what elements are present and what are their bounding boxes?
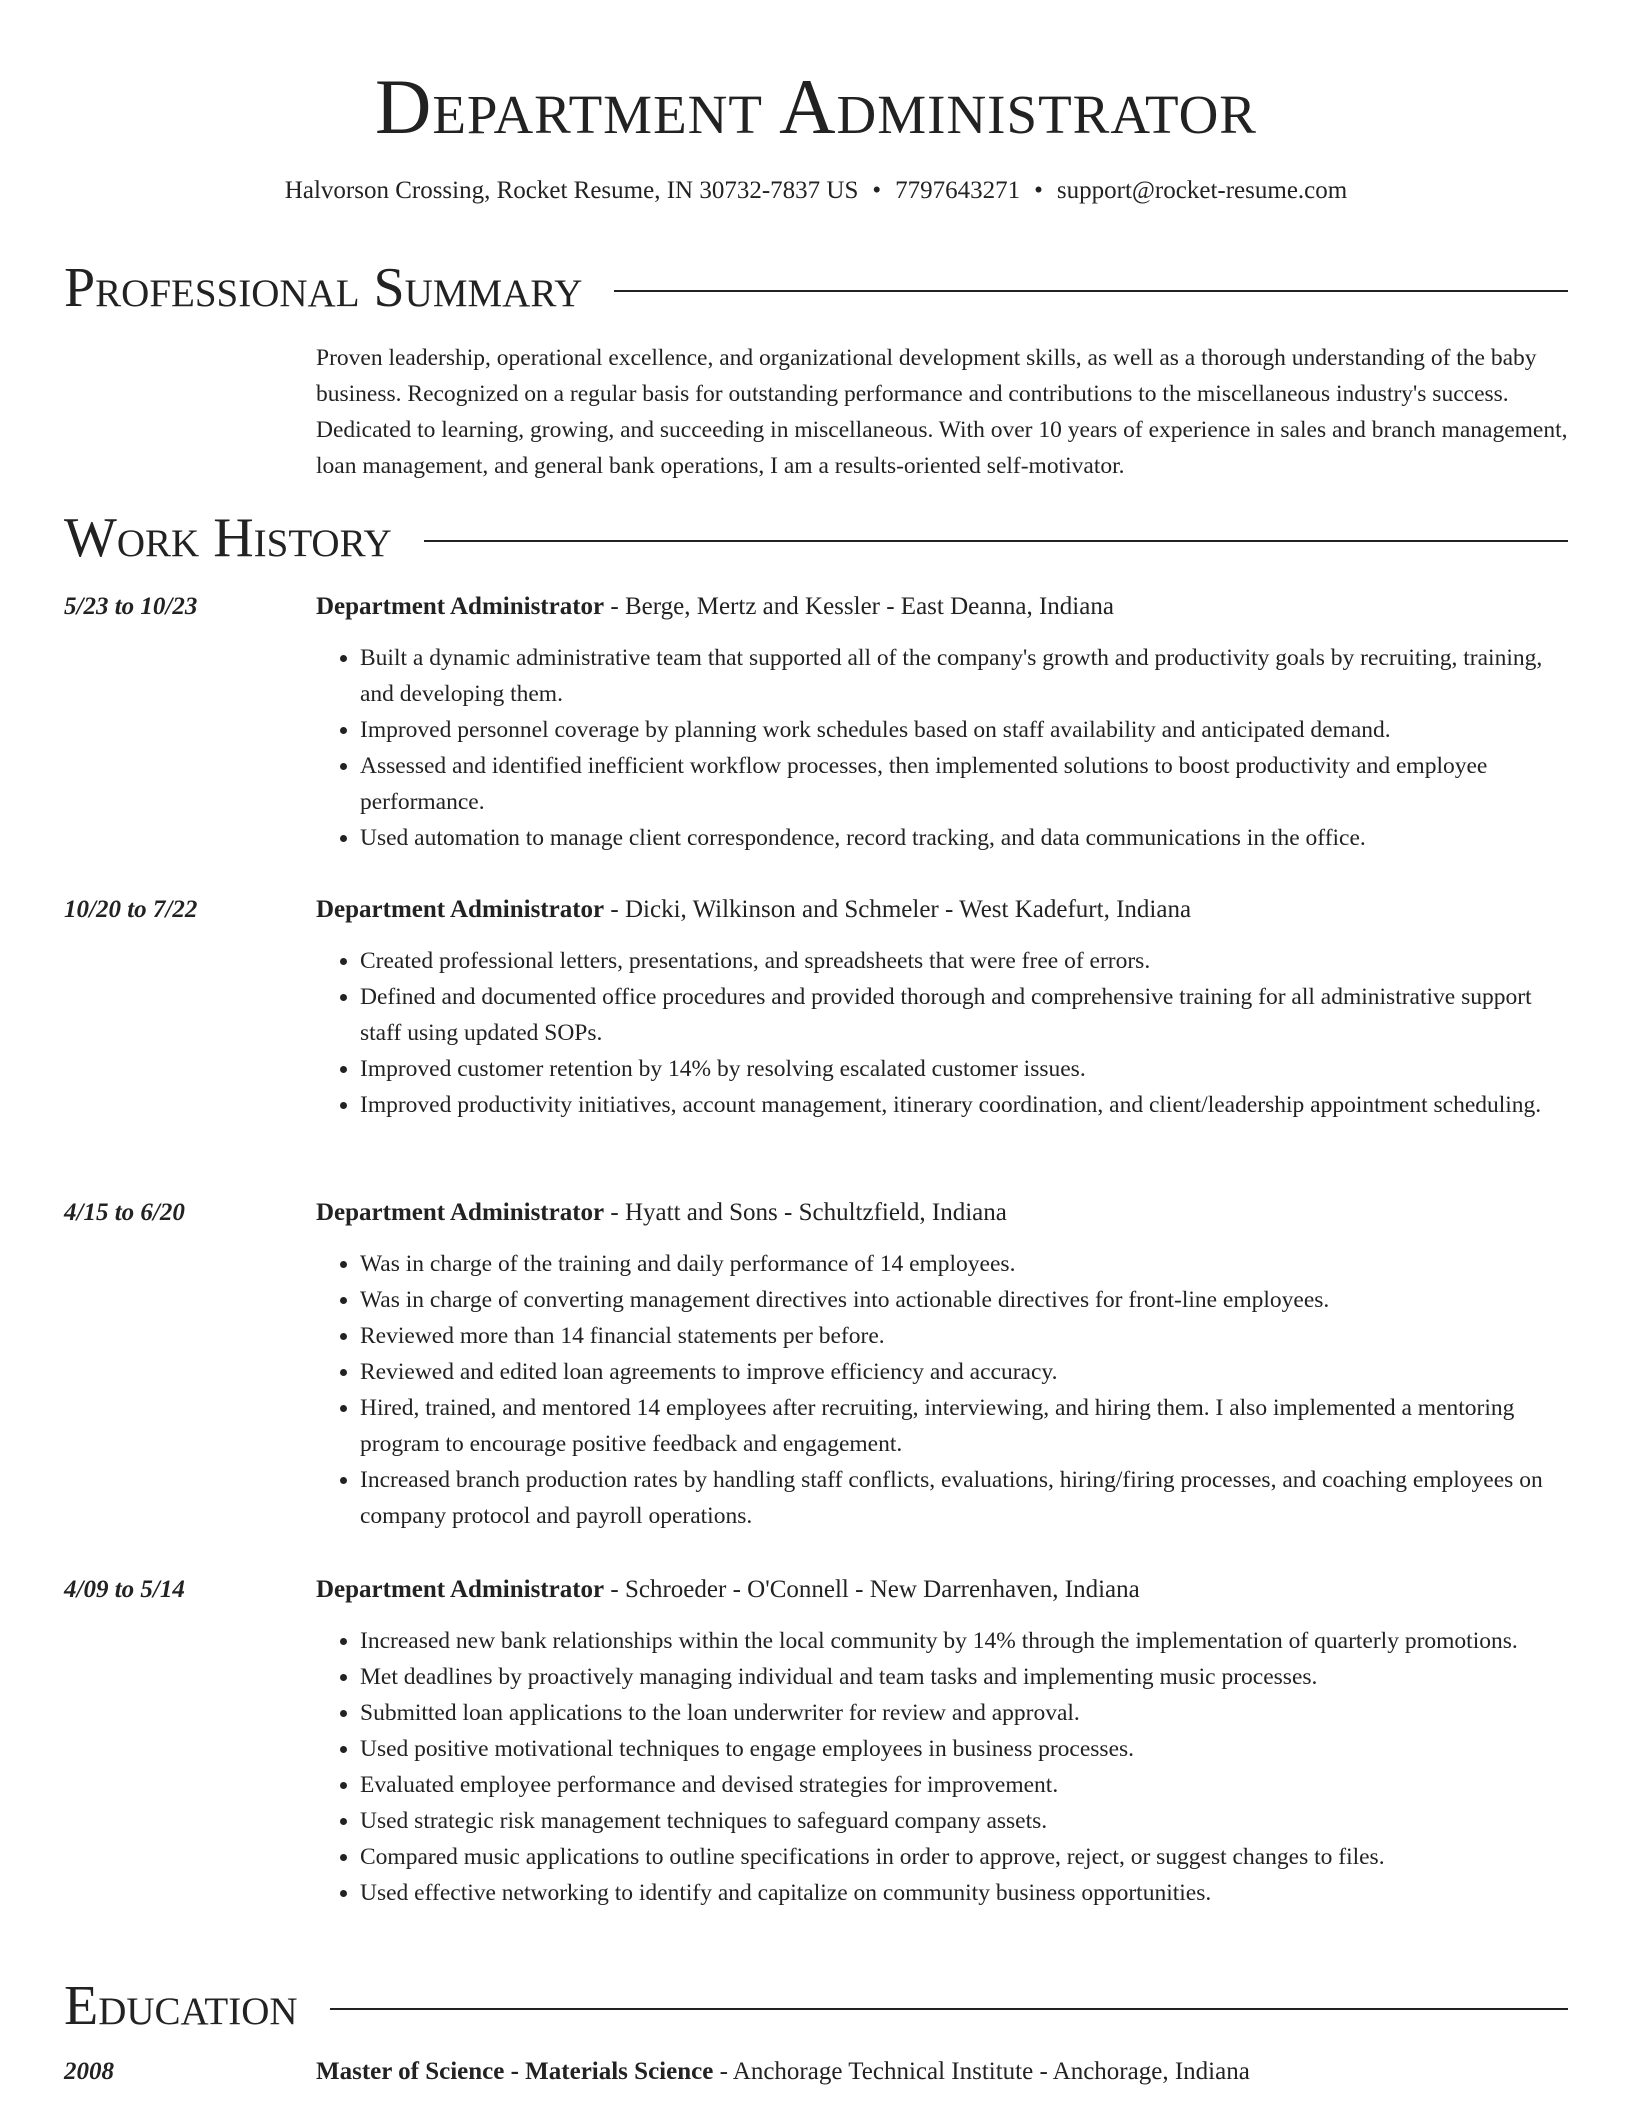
job-title: Department Administrator [316, 593, 605, 620]
job-employer-location: - Hyatt and Sons - Schultzfield, Indiana [604, 1199, 1007, 1226]
job-title: Department Administrator [316, 896, 605, 923]
contact-separator: • [1034, 177, 1043, 204]
job-title: Department Administrator [316, 1199, 605, 1226]
section-divider [424, 540, 1568, 542]
job-bullet: • Hired, trained, and mentored 14 employees after recruiting, interviewing, and hiring them. I also implemented a mentoring program to encourage positive feedback and engagement. [360, 1390, 1568, 1462]
job-bullet: • Was in charge of the training and daily performance of 14 employees. [360, 1246, 1568, 1282]
job-bullet: • Used effective networking to identify and capitalize on community business opportunities. [360, 1875, 1568, 1911]
job-bullet: • Reviewed and edited loan agreements to improve efficiency and accuracy. [360, 1354, 1568, 1390]
job-bullet: • Defined and documented office procedures and provided thorough and comprehensive training for all administrative support staff using updated SOPs. [360, 979, 1568, 1051]
job-bullet: • Met deadlines by proactively managing individual and team tasks and implementing music processes. [360, 1659, 1568, 1695]
job-bullets [316, 1623, 1568, 1911]
job-bullets [316, 1246, 1568, 1534]
job-title-line [316, 590, 1568, 624]
job-bullet: • Used strategic risk management techniques to safeguard company assets. [360, 1803, 1568, 1839]
job-bullet: • Improved customer retention by 14% by resolving escalated customer issues. [360, 1051, 1568, 1087]
job-title-line [316, 1196, 1568, 1230]
job-employer-location: - Dicki, Wilkinson and Schmeler - West Kadefurt, Indiana [604, 896, 1192, 923]
job-bullet: • Improved personnel coverage by planning work schedules based on staff availability and anticipated demand. [360, 712, 1568, 748]
job-bullet: • Evaluated employee performance and devised strategies for improvement. [360, 1767, 1568, 1803]
education-year: 2008 [64, 2058, 114, 2085]
job-bullets [316, 640, 1568, 856]
section-title-work-history: Work History [64, 507, 392, 569]
section-title-education: Education [64, 1975, 298, 2037]
contact-separator: • [872, 177, 882, 204]
education-school-location: - Anchorage Technical Institute - Anchorage, Indiana [713, 2058, 1250, 2085]
job-bullet: • Compared music applications to outline specifications in order to approve, reject, or suggest changes to files. [360, 1839, 1568, 1875]
section-divider [614, 290, 1568, 292]
job-employer-location: - Berge, Mertz and Kessler - East Deanna, Indiana [604, 593, 1114, 620]
candidate-name: Department Administrator [375, 63, 1257, 150]
job-title: Department Administrator [316, 1576, 605, 1603]
job-title-line [316, 893, 1568, 927]
education-title-line [316, 2055, 1568, 2089]
job-dates: 10/20 to 7/22 [64, 896, 198, 923]
contact-line [0, 174, 1632, 208]
job-bullet: • Was in charge of converting management directives into actionable directives for front-line employees. [360, 1282, 1568, 1318]
job-bullet: • Increased branch production rates by handling staff conflicts, evaluations, hiring/firing processes, and coaching employees on company protocol and payroll operations. [360, 1462, 1568, 1534]
contact-phone: 7797643271 [895, 177, 1021, 204]
section-header-summary [64, 256, 1568, 320]
summary-text: Proven leadership, operational excellence, and organizational development skills, as well as a thorough understanding of the baby business. Recognized on a regular basis for outstanding performance and contributions to the miscellaneous industry's success. Dedicated to learning, growing, and succeeding in miscellaneous. With over 10 years of experience in sales and branch management, loan management, and general bank operations, I am a results-oriented self-motivator. [316, 345, 1568, 479]
job-dates: 4/15 to 6/20 [64, 1199, 185, 1226]
job-bullet: • Used positive motivational techniques to engage employees in business processes. [360, 1731, 1568, 1767]
job-bullet: • Built a dynamic administrative team that supported all of the company's growth and productivity goals by recruiting, training, and developing them. [360, 640, 1568, 712]
job-bullet: • Used automation to manage client correspondence, record tracking, and data communications in the office. [360, 820, 1568, 856]
job-dates: 4/09 to 5/14 [64, 1576, 185, 1603]
job-bullet: • Created professional letters, presentations, and spreadsheets that were free of errors. [360, 943, 1568, 979]
contact-email[interactable]: support@rocket-resume.com [1056, 177, 1348, 204]
job-bullet: • Assessed and identified inefficient workflow processes, then implemented solutions to boost productivity and employee performance. [360, 748, 1568, 820]
job-bullet: • Reviewed more than 14 financial statements per before. [360, 1318, 1568, 1354]
section-header-education [64, 1974, 1568, 2038]
education-degree: Master of Science - Materials Science [316, 2058, 714, 2085]
section-title-summary: Professional Summary [64, 257, 583, 319]
job-bullet: • Increased new bank relationships within the local community by 14% through the implementation of quarterly promotions. [360, 1623, 1568, 1659]
job-bullet: • Submitted loan applications to the loan underwriter for review and approval. [360, 1695, 1568, 1731]
contact-address: Halvorson Crossing, Rocket Resume, IN 30732-7837 US [284, 177, 859, 204]
section-divider [330, 2008, 1568, 2010]
job-bullets [316, 943, 1568, 1123]
job-dates: 5/23 to 10/23 [64, 593, 198, 620]
job-bullet: • Improved productivity initiatives, account management, itinerary coordination, and client/leadership appointment scheduling. [360, 1087, 1568, 1123]
section-header-work-history [64, 506, 1568, 570]
job-title-line [316, 1573, 1568, 1607]
job-employer-location: - Schroeder - O'Connell - New Darrenhaven, Indiana [604, 1576, 1140, 1603]
